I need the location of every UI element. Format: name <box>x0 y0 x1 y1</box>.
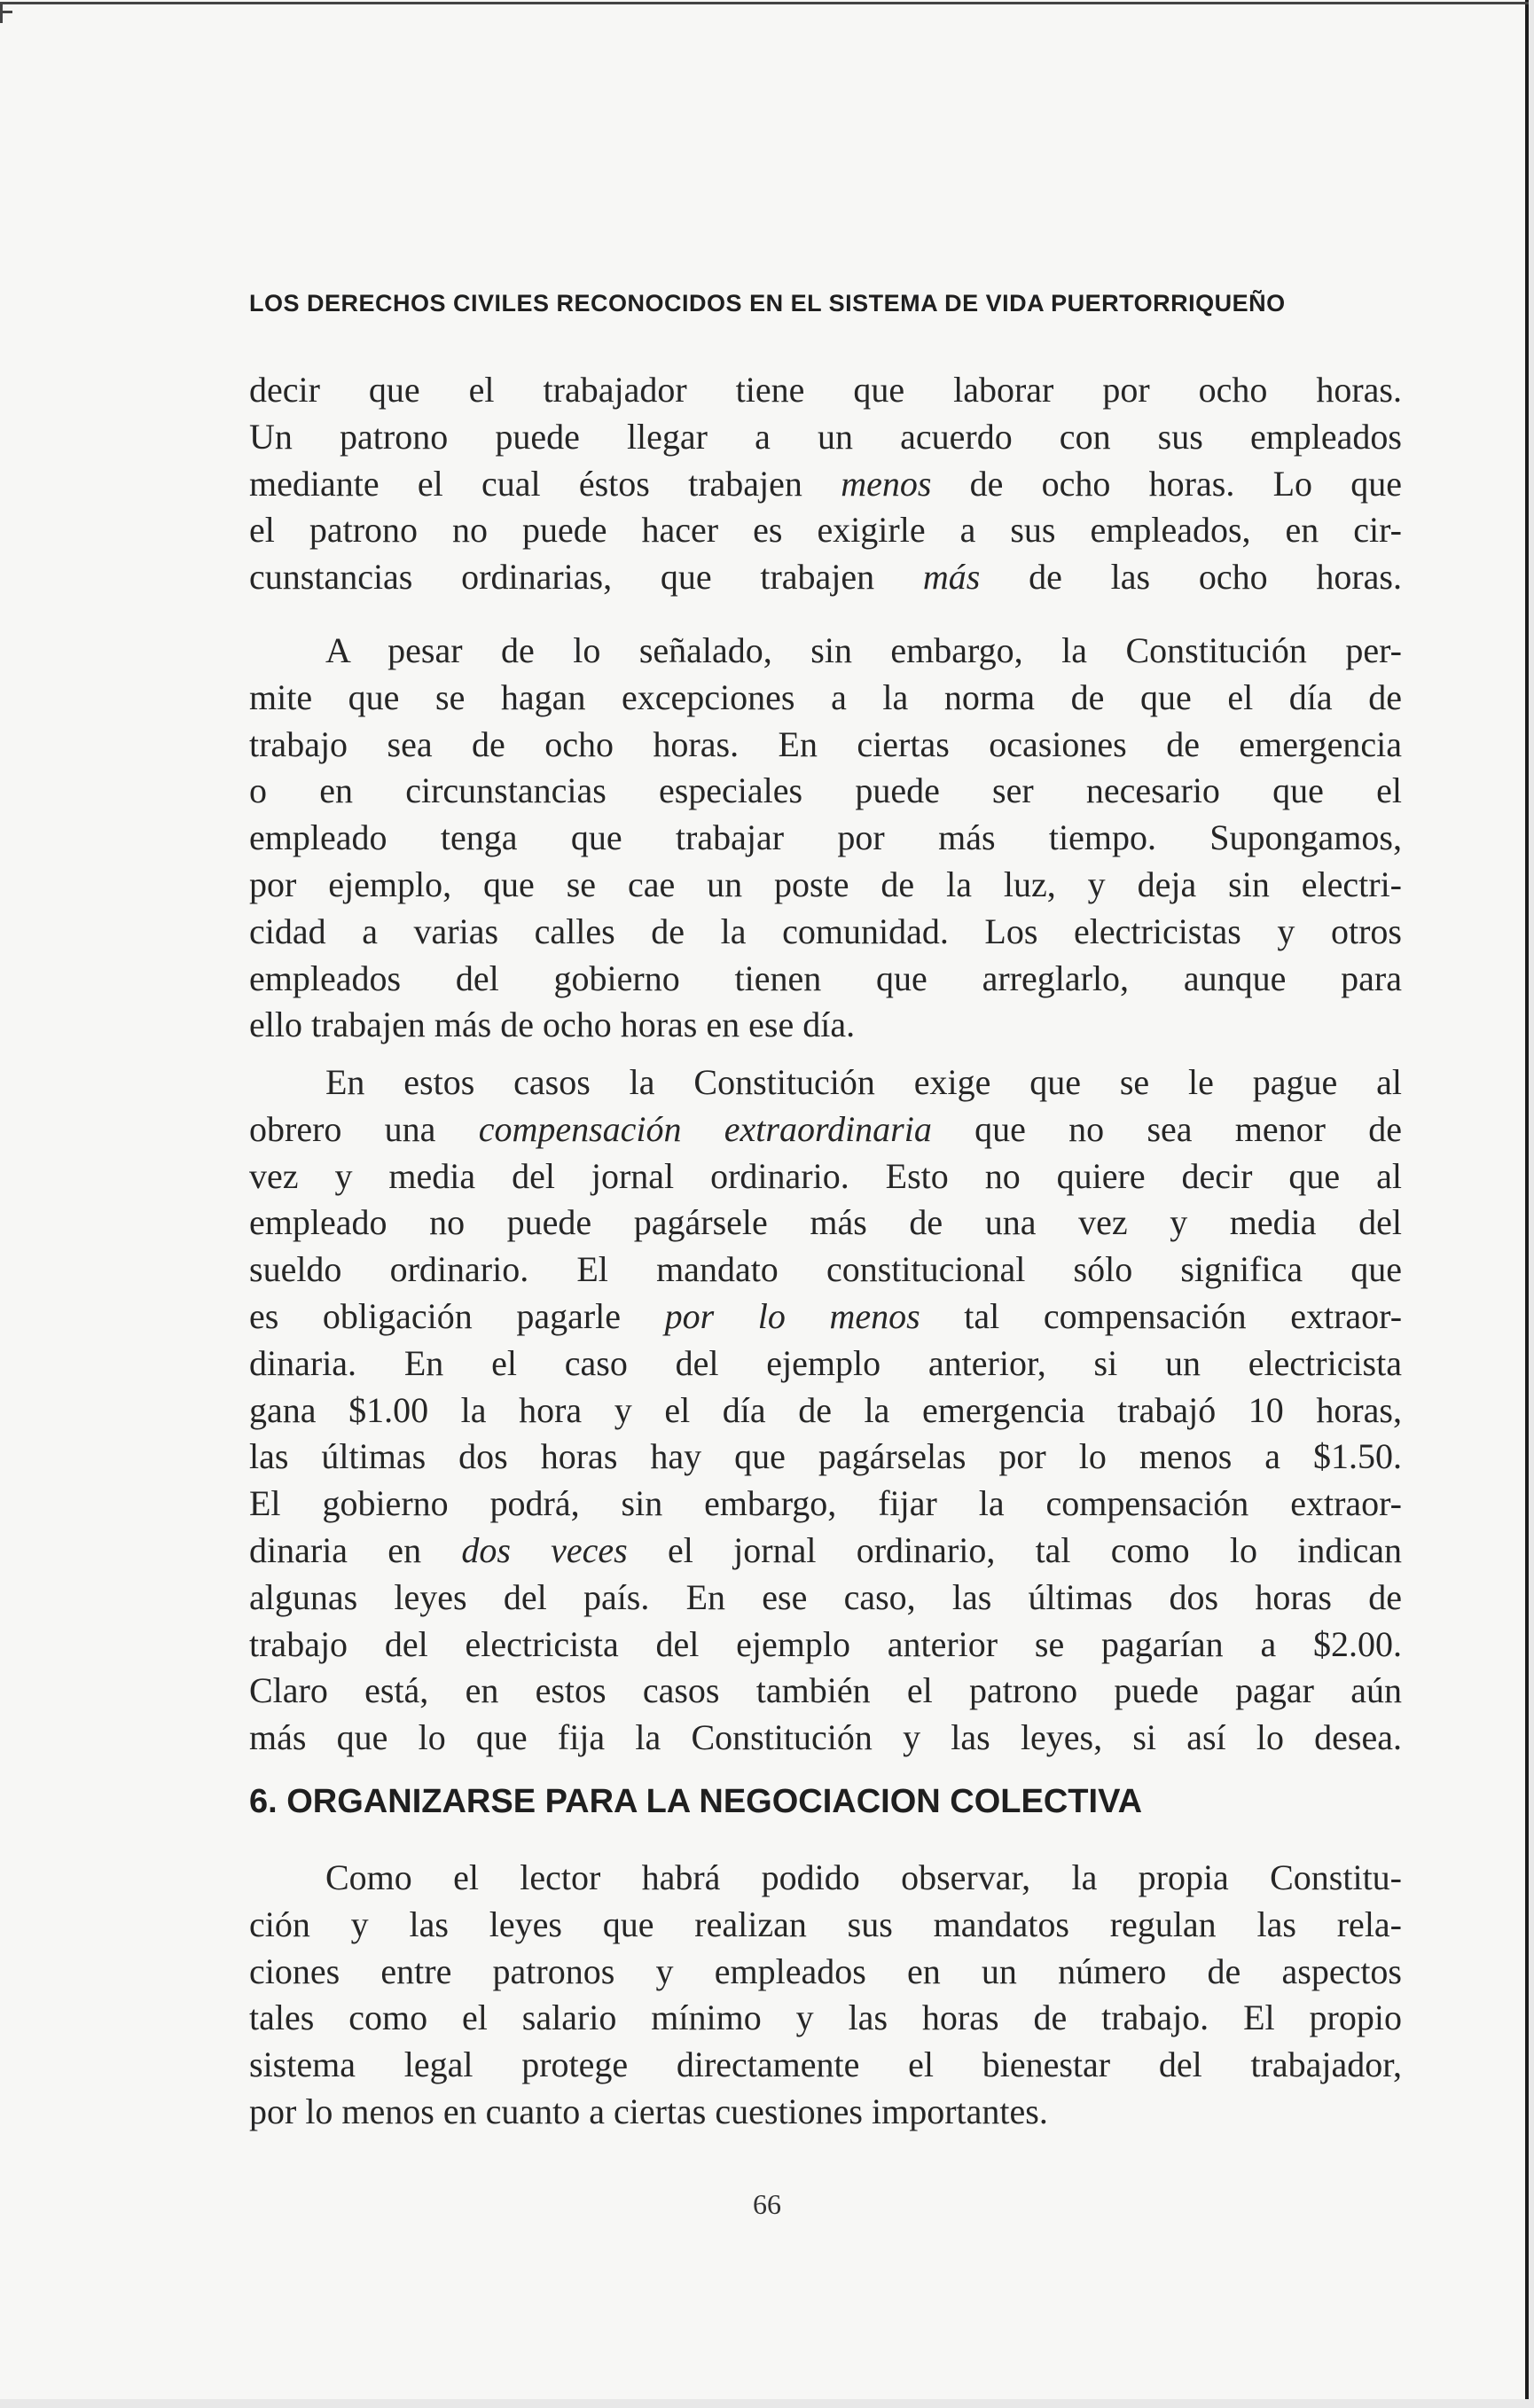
section-heading: 6. ORGANIZARSE PARA LA NEGOCIACION COLECTIVA <box>249 1783 1143 1820</box>
text-line: ción y las leyes que realizan sus mandatos regulan las rela- <box>249 1904 1402 1944</box>
text-line: dinaria. En el caso del ejemplo anterior, si un electricista <box>249 1342 1402 1383</box>
text-line <box>249 1106 1402 1153</box>
text-line: sueldo ordinario. El mandato constitucional sólo significa que <box>249 1249 1402 1290</box>
emphasis-por-lo-menos: por lo menos <box>664 1295 920 1336</box>
paragraph-4 <box>249 1855 1402 2136</box>
text-span: de ocho horas. Lo que <box>969 463 1403 504</box>
text-span: tal compensación extraor- <box>964 1295 1403 1336</box>
paragraph-2 <box>249 628 1402 1049</box>
text-line: trabajo del electricista del ejemplo anterior se pagarían a $2.00. <box>249 1623 1402 1664</box>
text-line: Un patrono puede llegar a un acuerdo con sus empleados <box>249 416 1402 457</box>
text-span: el jornal ordinario, tal como lo indican <box>668 1529 1403 1570</box>
text-line: mite que se hagan excepciones a la norma de que el día de <box>249 676 1402 717</box>
text-span: cunstancias ordinarias, que trabajen <box>249 557 875 598</box>
text-line: tales como el salario mínimo y las horas de trabajo. El propio <box>249 1998 1402 2038</box>
text-line: empleado tenga que trabajar por más tiempo. Supongamos, <box>249 817 1402 858</box>
text-line: ello trabajen más de ocho horas en ese día. <box>249 1005 856 1045</box>
text-line: decir que el trabajador tiene que laborar por ocho horas. <box>249 370 1402 410</box>
text-line <box>249 1294 1402 1341</box>
text-line: cidad a varias calles de la comunidad. Los electricistas y otros <box>249 911 1402 951</box>
paragraph-3 <box>249 1059 1402 1762</box>
text-line: empleados del gobierno tienen que arreglarlo, aunque para <box>249 958 1402 998</box>
text-line: El gobierno podrá, sin embargo, fijar la compensación extraor- <box>249 1483 1402 1524</box>
text-span: dinaria en <box>249 1529 422 1570</box>
page-number: 66 <box>753 2188 781 2220</box>
emphasis-compensacion: compensación extraordinaria <box>478 1108 932 1149</box>
text-line: algunas leyes del país. En ese caso, las últimas dos horas de <box>249 1576 1402 1617</box>
text-line: Como el lector habrá podido observar, la propia Constitu- <box>325 1857 1402 1897</box>
text-line: el patrono no puede hacer es exigirle a sus empleados, en cir- <box>249 510 1402 551</box>
text-line: más que lo que fija la Constitución y las leyes, si así lo desea. <box>249 1717 1402 1758</box>
text-line: gana $1.00 la hora y el día de la emergencia trabajó 10 horas, <box>249 1389 1402 1430</box>
text-line: trabajo sea de ocho horas. En ciertas ocasiones de emergencia <box>249 723 1402 764</box>
text-line: vez y media del jornal ordinario. Esto no quiere decir que al <box>249 1155 1402 1196</box>
text-line: por ejemplo, que se cae un poste de la luz, y deja sin electri- <box>249 864 1402 904</box>
text-line: empleado no puede pagársele más de una vez y media del <box>249 1202 1402 1243</box>
text-span: de las ocho horas. <box>1029 557 1402 598</box>
text-line: o en circunstancias especiales puede ser necesario que el <box>249 770 1402 811</box>
text-line: las últimas dos horas hay que pagárselas por lo menos a $1.50. <box>249 1436 1402 1477</box>
running-head: LOS DERECHOS CIVILES RECONOCIDOS EN EL SISTEMA DE VIDA PUERTORRIQUEÑO <box>249 290 1286 317</box>
emphasis-dos-veces: dos veces <box>461 1529 628 1570</box>
corner-tick <box>0 11 12 13</box>
text-line <box>249 554 1402 601</box>
emphasis-mas: más <box>922 557 981 598</box>
paragraph-1 <box>249 367 1402 601</box>
text-line: A pesar de lo señalado, sin embargo, la Constitución per- <box>325 630 1402 670</box>
text-span: obrero una <box>249 1108 436 1149</box>
text-line: Claro está, en estos casos también el patrono puede pagar aún <box>249 1670 1402 1711</box>
text-line: por lo menos en cuanto a ciertas cuestiones importantes. <box>249 2091 1048 2131</box>
top-edge-rule <box>0 2 1529 4</box>
text-line <box>249 461 1402 508</box>
text-line: En estos casos la Constitución exige que se le pague al <box>325 1062 1402 1102</box>
text-line: ciones entre patronos y empleados en un número de aspectos <box>249 1951 1402 1991</box>
text-span: es obligación pagarle <box>249 1295 622 1336</box>
corner-mark <box>0 4 3 23</box>
text-line <box>249 1528 1402 1575</box>
emphasis-menos: menos <box>841 463 932 504</box>
text-span: mediante el cual éstos trabajen <box>249 463 802 504</box>
text-span: que no sea menor de <box>974 1108 1403 1149</box>
text-line: sistema legal protege directamente el bienestar del trabajador, <box>249 2044 1402 2085</box>
